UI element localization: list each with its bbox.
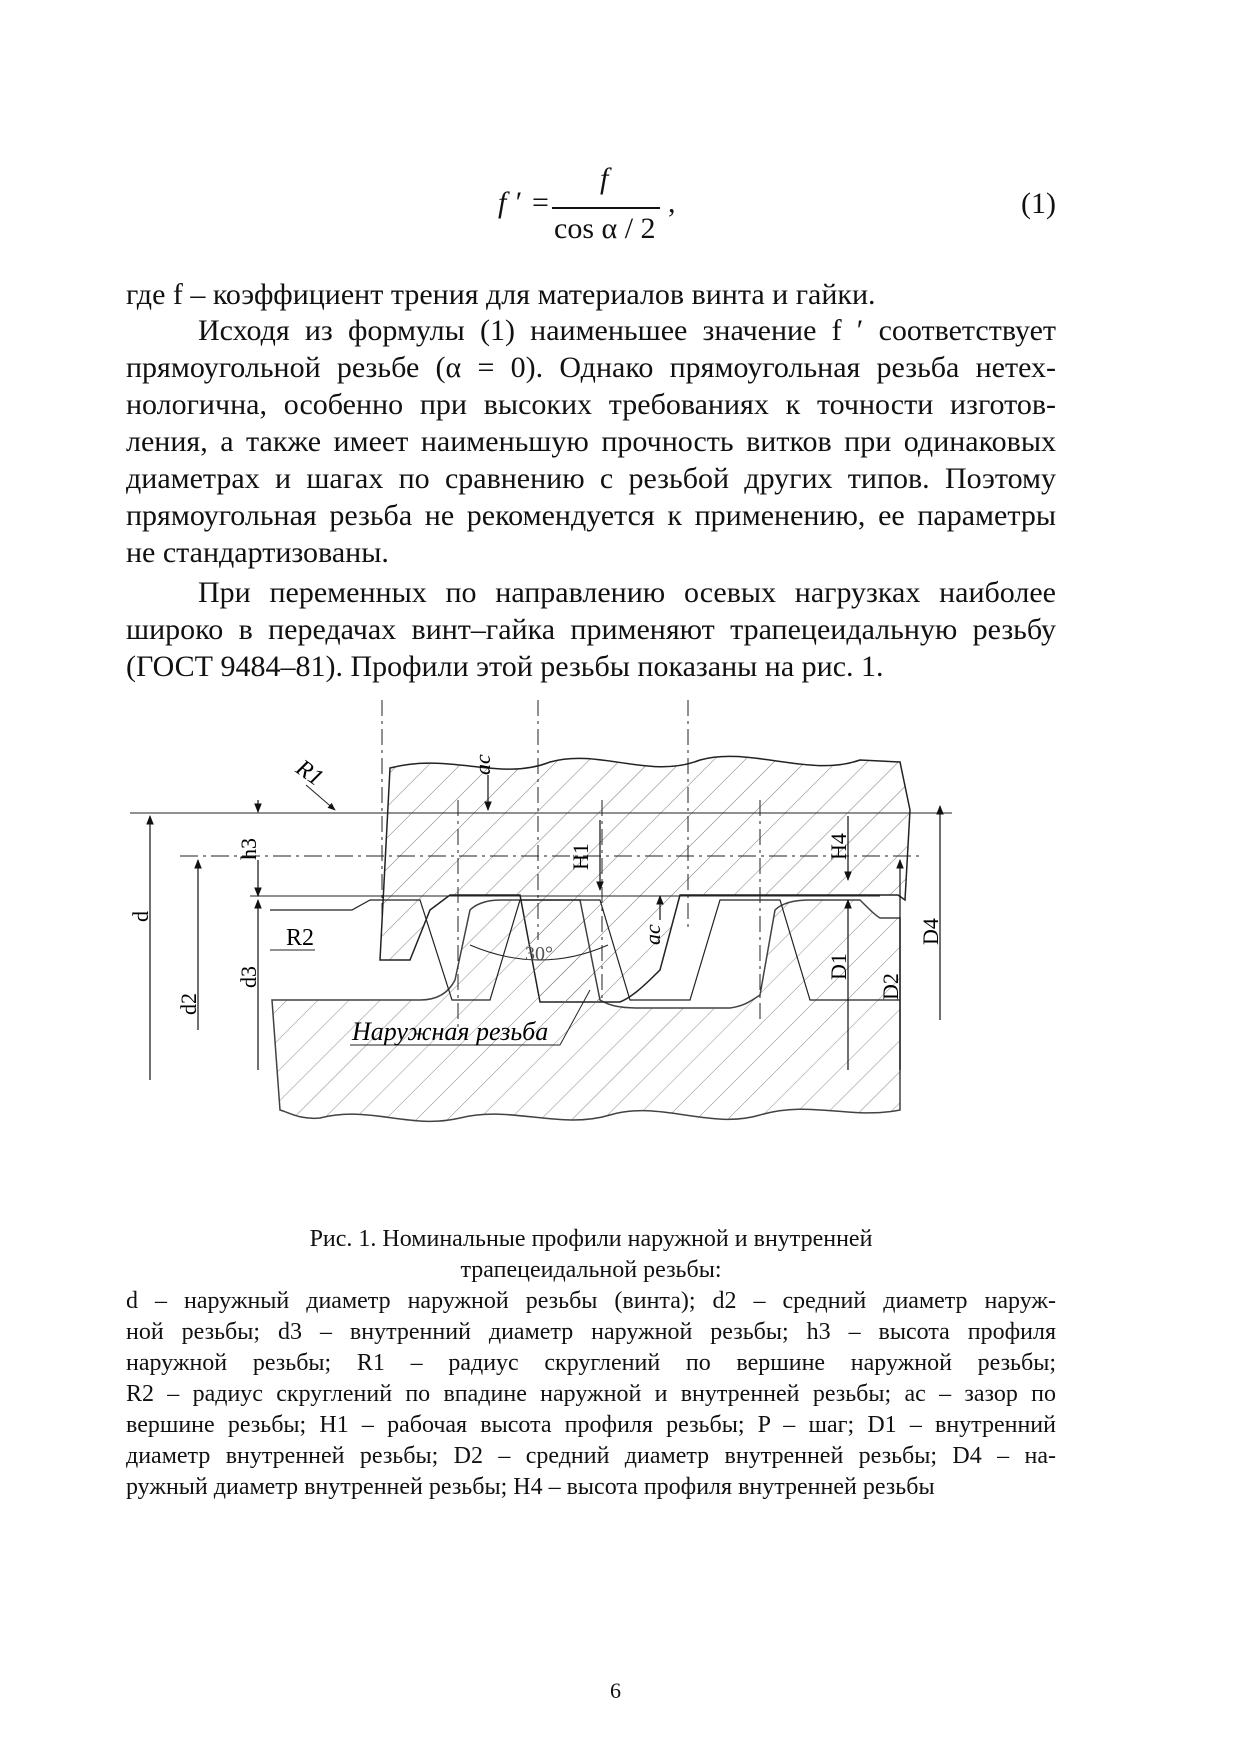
text-line: прямоугольной резьбе (α = 0). Однако прямоугольная резьба нетех-	[126, 351, 1056, 384]
label-d2: d2	[176, 993, 201, 1015]
label-D1: D1	[826, 953, 851, 980]
label-H1: H1	[568, 843, 593, 870]
paragraph-rectangular-thread	[126, 312, 1056, 571]
formula-numerator: f	[600, 162, 609, 195]
text-line: не стандартизованы.	[126, 536, 389, 569]
caption-line: Рис. 1. Номинальные профили наружной и внутренней	[309, 1226, 873, 1252]
label-D4: D4	[918, 918, 943, 945]
label-d3: d3	[236, 966, 261, 988]
label-R2: R2	[286, 925, 315, 951]
page-number: 6	[610, 1678, 621, 1703]
label-R1: R1	[290, 754, 328, 792]
legend-line: наружной резьбы; R1 – радиус скруглений по вершине наружной резьбы;	[126, 1350, 1056, 1376]
legend-line: d – наружный диаметр наружной резьбы (винта); d2 – средний диаметр наруж-	[126, 1288, 1056, 1314]
legend-line: диаметр внутренней резьбы; D2 – средний диаметр внутренней резьбы; D4 – на-	[126, 1443, 1056, 1469]
formula-1	[490, 160, 720, 260]
label-D2: D2	[878, 973, 903, 1000]
legend-line: R2 – радиус скруглений по впадине наружной и внутренней резьбы; ac – зазор по	[126, 1381, 1056, 1407]
label-H4: H4	[826, 833, 851, 860]
legend-line: ной резьбы; d3 – внутренний диаметр наружной резьбы; h3 – высота профиля	[126, 1319, 1056, 1345]
formula-comma: ,	[668, 186, 676, 219]
paragraph-where	[126, 276, 1056, 313]
formula-lhs: f ′	[498, 186, 521, 219]
legend-line: вершине резьбы; H1 – рабочая высота профиля резьбы; P – шаг; D1 – внутренний	[126, 1412, 1056, 1438]
equation-number: (1)	[1021, 187, 1056, 220]
text-line: ления, а также имеет наименьшую прочность витков при одинаковых	[126, 425, 1056, 458]
label-ac-bottom: ac	[640, 924, 665, 945]
label-ac-top: ac	[470, 754, 495, 775]
formula-denominator: cos α / 2	[554, 212, 656, 245]
figure-legend	[126, 1286, 1056, 1503]
label-angle: 30°	[525, 943, 553, 965]
text-line: диаметрах и шагах по сравнению с резьбой других типов. Поэтому	[126, 462, 1056, 495]
figure-caption	[126, 1224, 1056, 1286]
text-line: широко в передачах винт–гайка применяют трапецеидальную резьбу	[126, 613, 1056, 646]
external-thread-body	[272, 900, 900, 1121]
fraction-bar	[552, 207, 660, 209]
caption-line: трапецеидальной резьбы:	[460, 1257, 722, 1283]
label-d: d	[128, 911, 153, 922]
label-external-thread: Наружная резьба	[352, 1017, 549, 1046]
paragraph-trapezoidal-thread	[126, 574, 1056, 685]
text-line: нологична, особенно при высоких требованиях к точности изготов-	[126, 388, 1056, 421]
text-line: Исходя из формулы (1) наименьшее значение f ′ соответствует	[198, 314, 1056, 347]
text-line: прямоугольная резьба не рекомендуется к применению, ее параметры	[126, 499, 1056, 532]
text-line: При переменных по направлению осевых нагрузках наиболее	[198, 576, 1056, 609]
formula-equals: =	[532, 186, 549, 219]
legend-line: ружный диаметр внутренней резьбы; H4 – высота профиля внутренней резьбы	[126, 1474, 935, 1500]
label-h3: h3	[236, 838, 261, 860]
text-line: где f – коэффициент трения для материалов винта и гайки.	[126, 278, 876, 311]
thread-profile-figure	[120, 700, 1120, 1210]
text-line: (ГОСТ 9484–81). Профили этой резьбы показаны на рис. 1.	[126, 650, 884, 683]
